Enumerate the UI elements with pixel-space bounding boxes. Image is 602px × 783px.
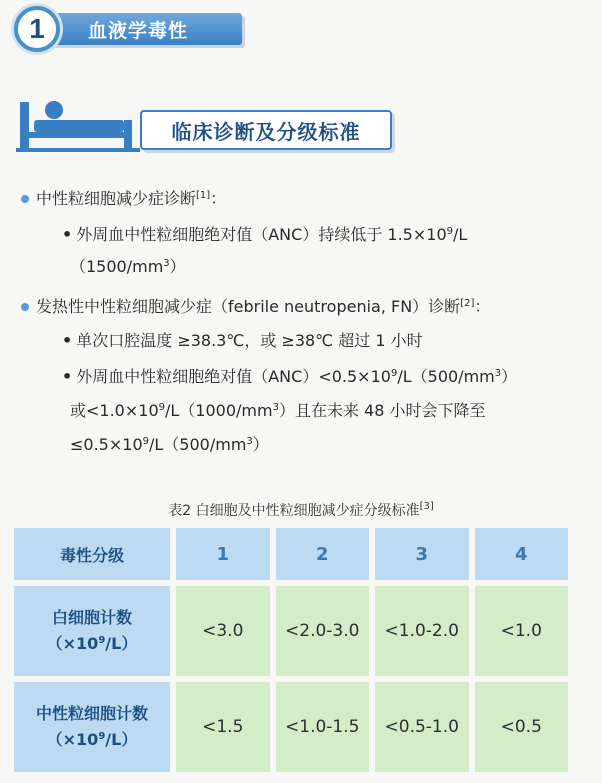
table-row-label: 白细胞计数 $(\times 10^9/L)$ <box>14 586 170 676</box>
table-cell: <2.0-3.0 <box>276 586 370 676</box>
table-header-cell: 毒性分级 <box>14 528 170 580</box>
table-cell: <3.0 <box>176 586 270 676</box>
grading-table <box>14 528 568 772</box>
table-header-cell: 4 <box>475 528 569 580</box>
item2-sub2-line2: 或$<1.0\times 10^9/L(1000/mm^3)$且在未来 48 小时会下降至 <box>70 401 486 420</box>
hospital-bed-icon <box>16 98 136 154</box>
table-cell: <1.0 <box>475 586 569 676</box>
table-header-cell: 2 <box>276 528 370 580</box>
bullet-dot-icon <box>21 303 29 311</box>
table-header-cell: 1 <box>176 528 270 580</box>
table-header-cell: 3 <box>375 528 469 580</box>
item2-sub2-line3: $\le 0.5\times 10^9/L(500/mm^3)$ <box>70 435 269 454</box>
table-cell: <0.5 <box>475 682 569 772</box>
item2: 发热性中性粒细胞减少症（febrile neutropenia, FN）诊断[2]： <box>36 297 491 316</box>
section-title: 血液学毒性 <box>44 13 242 45</box>
table-cell: <1.0-2.0 <box>375 586 469 676</box>
table-row-label: 中性粒细胞计数 $(\times 10^9/L)$ <box>14 682 170 772</box>
section-number-badge: 1 <box>14 6 60 52</box>
table-cell: <1.5 <box>176 682 270 772</box>
table-cell: <1.0-1.5 <box>276 682 370 772</box>
bullet-dot-icon <box>21 195 29 203</box>
item2-sub1: • 单次口腔温度 ≥38.3℃，或 ≥38℃ 超过 1 小时 <box>62 331 423 350</box>
subsection-underline <box>16 148 140 152</box>
item1-sub-line1: • 外周血中性粒细胞绝对值（ANC）持续低于 $1.5\times 10^9/L$ <box>62 225 468 244</box>
section-header <box>14 6 244 52</box>
item1-sub-line2: $(1500/mm^3)$ <box>70 257 186 276</box>
item2-sub2-line1: • 外周血中性粒细胞绝对值$(ANC)<0.5\times 10^9/L(500/mm^3)$ <box>62 367 518 386</box>
table-cell: <0.5-1.0 <box>375 682 469 772</box>
item1: 中性粒细胞减少症诊断[1]： <box>36 189 227 208</box>
table-caption: 表2 白细胞及中性粒细胞减少症分级标准[3] <box>168 501 434 519</box>
subsection-header <box>16 98 396 154</box>
subsection-title: 临床诊断及分级标准 <box>140 110 392 150</box>
